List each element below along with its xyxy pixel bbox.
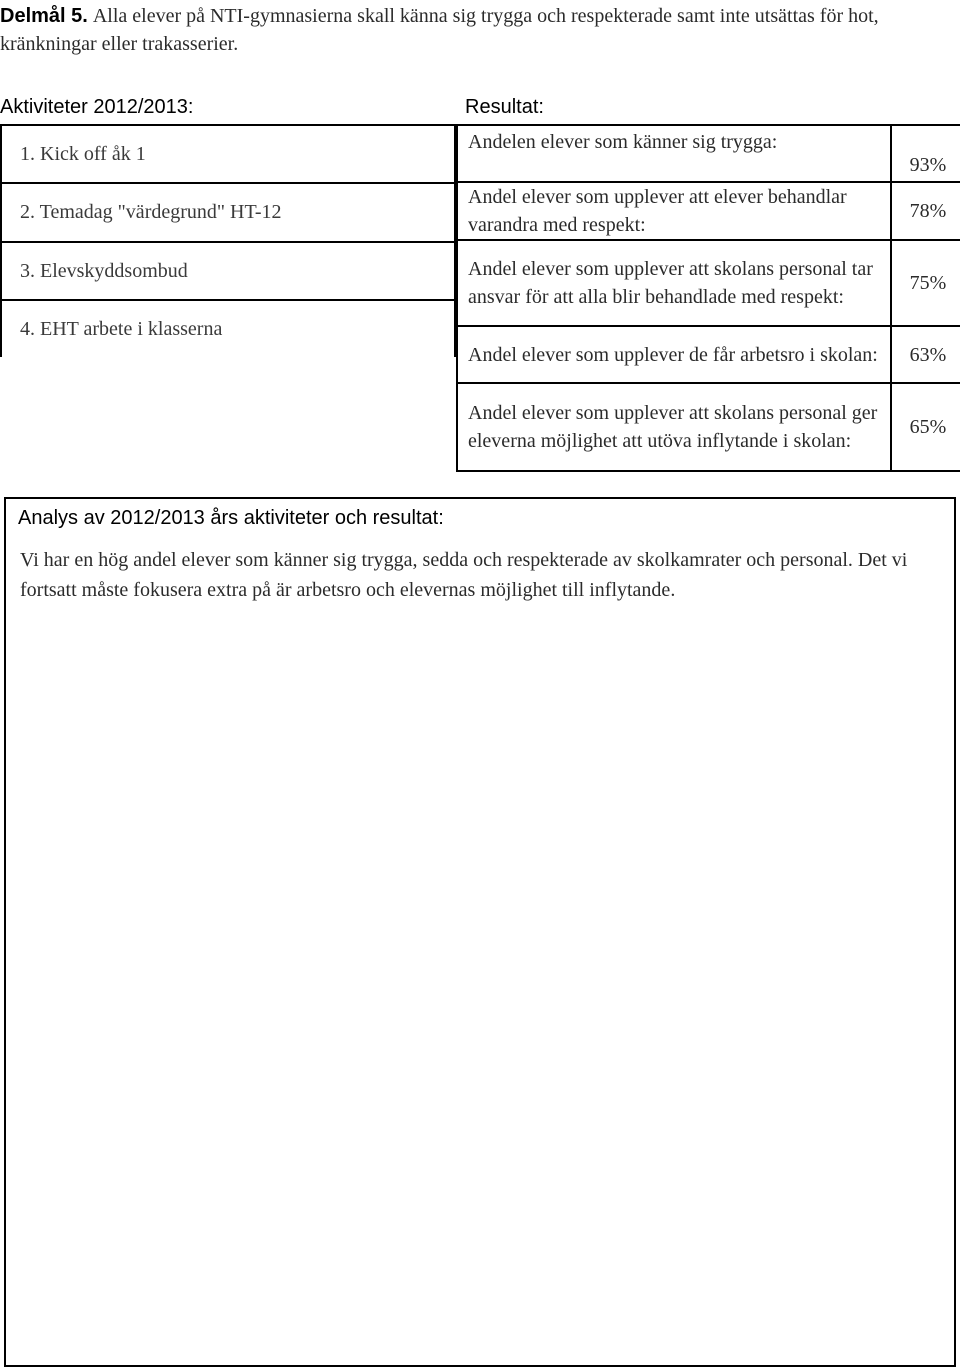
activity-item: 2. Temadag "värdegrund" HT-12 xyxy=(1,183,455,242)
result-value: 75% xyxy=(891,240,960,326)
activities-heading: Aktiviteter 2012/2013: xyxy=(0,96,194,118)
result-value: 65% xyxy=(891,383,960,471)
result-question: Andel elever som upplever att skolans personal tar ansvar för att alla blir behandlade med respekt: xyxy=(457,240,891,326)
results-heading: Resultat: xyxy=(465,96,544,118)
activity-item: 3. Elevskyddsombud xyxy=(1,242,455,300)
result-question: Andel elever som upplever att skolans personal ger eleverna möjlighet att utöva inflytande i skolan: xyxy=(457,383,891,471)
activities-table xyxy=(0,124,456,357)
result-question: Andelen elever som känner sig trygga: xyxy=(457,125,891,182)
goal-title xyxy=(0,2,950,58)
result-value: 63% xyxy=(891,326,960,383)
analysis-box xyxy=(4,497,956,1367)
result-question: Andel elever som upplever de får arbetsro i skolan: xyxy=(457,326,891,383)
goal-description: Alla elever på NTI-gymnasierna skall känna sig trygga och respekterade samt inte utsättas för hot, kränkningar eller trakasserier. xyxy=(0,5,879,55)
activity-item: 4. EHT arbete i klasserna xyxy=(1,300,455,357)
result-question: Andel elever som upplever att elever behandlar varandra med respekt: xyxy=(457,182,891,240)
result-value: 78% xyxy=(891,182,960,240)
analysis-heading: Analys av 2012/2013 års aktiviteter och resultat: xyxy=(18,507,444,529)
analysis-text: Vi har en hög andel elever som känner sig trygga, sedda och respekterade av skolkamrater och personal. Det vi fortsatt måste fokusera extra på är arbetsro och elevernas möjlighet till inflytande. xyxy=(20,549,908,601)
results-table xyxy=(456,124,960,472)
activity-item: 1. Kick off åk 1 xyxy=(1,125,455,183)
result-value: 93% xyxy=(891,125,960,182)
goal-label: Delmål 5. xyxy=(0,5,88,27)
